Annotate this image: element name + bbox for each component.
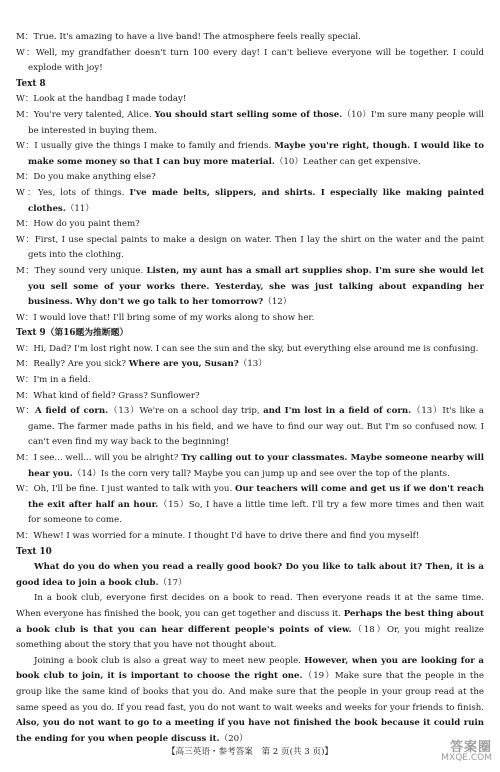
transcript-text: W：I usually give the things I make to family and friends. bbox=[16, 141, 275, 152]
transcript-text: M：Whew! I was worried for a minute. I thought I'd have to drive there and find you myself! bbox=[16, 531, 420, 541]
transcript-text: W：Hi, Dad? I'm lost right now. I can see the sun and the sky, but everything else around me is confusing. bbox=[16, 343, 479, 354]
answer-key-highlight: Also, you do not want to go to a meeting if you have not finished the book because it could ruin the ending for you when people discuss it. bbox=[16, 718, 484, 744]
transcript-text: W：First, I use special paints to make a design on water. Then I lay the shirt on the water and the paint gets into the clothing. bbox=[16, 234, 484, 261]
dialogue-line bbox=[16, 264, 484, 311]
transcript-text: W：Oh, I'll be fine. I just wanted to talk with you. bbox=[16, 484, 236, 495]
passage-paragraph bbox=[16, 591, 484, 653]
transcript-text: W：I'm in a field. bbox=[16, 375, 91, 386]
answer-key-highlight: I've made belts, slippers, and shirts. I especially like making painted clothes. bbox=[28, 187, 484, 214]
dialogue-line bbox=[16, 311, 484, 327]
transcript-text: （20） bbox=[219, 733, 248, 744]
transcript-text: （10）I'm sure many people will be interested in buying them. bbox=[28, 109, 484, 136]
transcript-text: W： bbox=[16, 406, 36, 417]
transcript-body bbox=[16, 30, 484, 747]
transcript-text: （13） bbox=[238, 359, 267, 370]
transcript-text: （19）Make sure that the people in the group like the same kind of books that you do. And make sure that the people in your group read at the same speed as you do. If you read fast, you do not want to wait weeks and weeks for your friends to finish. bbox=[16, 671, 484, 713]
transcript-text: W：I would love that! I'll bring some of my works along to show her. bbox=[16, 312, 315, 323]
transcript-text: （13）We're on a school day trip, bbox=[108, 406, 264, 417]
transcript-text: W：Look at the handbag I made today! bbox=[16, 94, 187, 105]
transcript-text: （12） bbox=[263, 297, 292, 308]
passage-paragraph bbox=[16, 560, 484, 591]
transcript-text: M：They sound very unique. bbox=[16, 265, 147, 276]
dialogue-line bbox=[16, 529, 484, 545]
dialogue-line bbox=[16, 186, 484, 217]
transcript-text: （17） bbox=[158, 577, 187, 588]
transcript-text: M：What kind of field? Grass? Sunflower? bbox=[16, 390, 200, 401]
dialogue-line bbox=[16, 389, 484, 405]
transcript-text: Joining a book club is also a great way to meet new people. bbox=[34, 655, 305, 666]
dialogue-line bbox=[16, 342, 484, 358]
answer-key-highlight: Listen, my aunt has a small art supplies shop. I'm sure she would let you sell some of your works there. Yesterday, she was just talking about expanding her business. Why don't we go talk to her tomorrow? bbox=[28, 265, 484, 308]
dialogue-line bbox=[16, 92, 484, 108]
transcript-text: M：You're very talented, Alice. bbox=[16, 109, 155, 120]
passage-paragraph bbox=[16, 654, 484, 748]
dialogue-line bbox=[16, 404, 484, 451]
transcript-text: （11） bbox=[65, 203, 94, 214]
transcript-text: M：I see... well... will you be alright? bbox=[16, 453, 182, 464]
section-heading: Text 10 bbox=[16, 546, 52, 557]
watermark-title: 答案圈 bbox=[449, 740, 492, 755]
answer-key-highlight: You should start selling some of those. bbox=[154, 109, 343, 120]
answer-key-highlight: However, when you are looking for a book club to join, it is important to choose the right one. bbox=[16, 655, 484, 682]
answer-key-highlight: What do you do when you read a really good book? Do you like to talk about it? Then, it is a good idea to join a book club. bbox=[16, 562, 484, 588]
transcript-text: （10）Leather can get expensive. bbox=[274, 156, 421, 167]
transcript-text: M：Do you make anything else? bbox=[16, 172, 156, 183]
transcript-text: In a book club, everyone first decides on a book to read. Then everyone reads it at the same time. When everyone has finished the book, you can get together and discuss it. bbox=[16, 593, 484, 619]
page-footer: 【高三英语・参考答案 第 2 页(共 3 页)】 bbox=[166, 747, 334, 757]
dialogue-line bbox=[16, 217, 484, 233]
transcript-text: M：True. It's amazing to have a live band! The atmosphere feels really special. bbox=[16, 32, 361, 42]
section-heading: Text 8 bbox=[16, 78, 46, 89]
dialogue-line bbox=[16, 30, 484, 46]
transcript-text: （14）Is the corn very tall? Maybe you can jump up and see over the top of the plants. bbox=[72, 468, 450, 479]
answer-key-highlight: Maybe you're right, though. I would like to make some money so that I can buy more material. bbox=[28, 141, 484, 167]
dialogue-line bbox=[16, 170, 484, 186]
transcript-text: （13）It's like a game. The farmer made paths in his field, and we have to find our way out. But I'm so confused now. I can't even find my way back to the beginning! bbox=[28, 406, 485, 448]
dialogue-line bbox=[16, 482, 484, 529]
answer-key-highlight: and I'm lost in a field of corn. bbox=[263, 406, 412, 417]
transcript-text: W：Well, my grandfather doesn't turn 100 every day! I can't believe everyone will be together. I could explode with joy! bbox=[16, 47, 484, 74]
transcript-text: （18）Or, you might realize something about the story that you have not thought about. bbox=[16, 624, 485, 651]
transcript-text: （15）So, I have a little time left. I'll try a few more times and then wait for someone to come. bbox=[28, 499, 484, 526]
dialogue-line bbox=[16, 108, 484, 139]
answer-key-highlight: Where are you, Susan? bbox=[128, 359, 239, 370]
section-heading: Text 9（第16题为推断题） bbox=[16, 328, 129, 339]
site-watermark bbox=[400, 742, 492, 766]
transcript-text: M：Really? Are you sick? bbox=[16, 359, 129, 370]
answer-key-highlight: Perhaps the best thing about a book club is that you can hear different people's points of view. bbox=[16, 608, 485, 635]
dialogue-line bbox=[16, 451, 484, 482]
dialogue-line bbox=[16, 373, 484, 389]
transcript-text: M：How do you paint them? bbox=[16, 219, 140, 230]
dialogue-line bbox=[16, 46, 484, 77]
dialogue-line bbox=[16, 357, 484, 373]
dialogue-line bbox=[16, 139, 484, 170]
watermark-url: MXQE.COM bbox=[441, 753, 492, 763]
transcript-text: W：Yes, lots of things. bbox=[16, 187, 130, 198]
answer-key-highlight: Try calling out to your classmates. Maybe someone nearby will hear you. bbox=[28, 453, 484, 479]
dialogue-line bbox=[16, 233, 484, 264]
answer-key-highlight: Our teachers will come and get us if we don't reach the exit after half an hour. bbox=[28, 484, 484, 510]
answer-key-highlight: A field of corn. bbox=[35, 406, 109, 417]
